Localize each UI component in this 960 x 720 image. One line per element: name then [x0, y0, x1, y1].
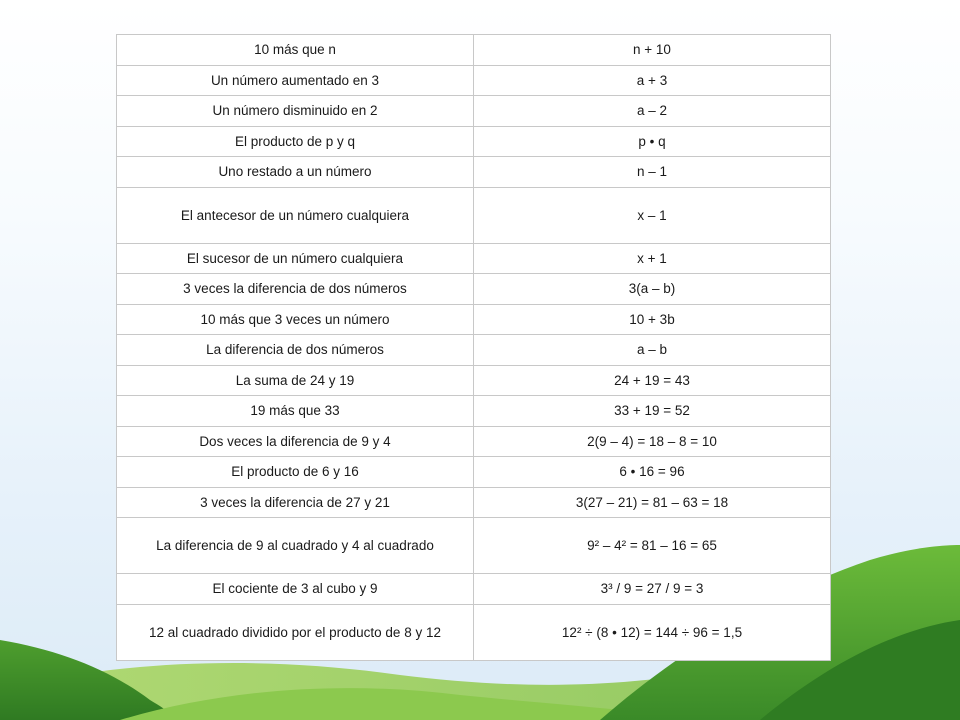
phrase-cell: El sucesor de un número cualquiera	[117, 243, 474, 274]
table-row	[117, 157, 831, 188]
phrase-cell: 10 más que 3 veces un número	[117, 304, 474, 335]
phrase-cell: La diferencia de dos números	[117, 335, 474, 366]
phrase-cell: El producto de p y q	[117, 126, 474, 157]
expression-cell: 24 + 19 = 43	[474, 365, 831, 396]
phrase-cell: Dos veces la diferencia de 9 y 4	[117, 426, 474, 457]
table-row	[117, 487, 831, 518]
expressions-table	[116, 34, 831, 661]
phrase-cell: Un número aumentado en 3	[117, 65, 474, 96]
phrase-cell: La suma de 24 y 19	[117, 365, 474, 396]
table-row	[117, 126, 831, 157]
table-row	[117, 65, 831, 96]
phrase-cell: 10 más que n	[117, 35, 474, 66]
table-row	[117, 365, 831, 396]
phrase-cell: 12 al cuadrado dividido por el producto de 8 y 12	[117, 604, 474, 660]
table-row	[117, 274, 831, 305]
table-row	[117, 396, 831, 427]
table-row	[117, 243, 831, 274]
expression-cell: n + 10	[474, 35, 831, 66]
phrase-cell: El producto de 6 y 16	[117, 457, 474, 488]
expression-cell: a – b	[474, 335, 831, 366]
expression-cell: 3(a – b)	[474, 274, 831, 305]
table-row	[117, 518, 831, 574]
phrase-cell: La diferencia de 9 al cuadrado y 4 al cuadrado	[117, 518, 474, 574]
expression-cell: a + 3	[474, 65, 831, 96]
table-row	[117, 604, 831, 660]
table-row	[117, 35, 831, 66]
table-row	[117, 574, 831, 605]
table-row	[117, 457, 831, 488]
table-body	[117, 35, 831, 661]
expressions-table-container	[116, 34, 830, 661]
expression-cell: 3³ / 9 = 27 / 9 = 3	[474, 574, 831, 605]
phrase-cell: 3 veces la diferencia de 27 y 21	[117, 487, 474, 518]
expression-cell: n – 1	[474, 157, 831, 188]
expression-cell: 12² ÷ (8 • 12) = 144 ÷ 96 = 1,5	[474, 604, 831, 660]
table-row	[117, 96, 831, 127]
expression-cell: 6 • 16 = 96	[474, 457, 831, 488]
phrase-cell: 19 más que 33	[117, 396, 474, 427]
table-row	[117, 426, 831, 457]
phrase-cell: Uno restado a un número	[117, 157, 474, 188]
expression-cell: 3(27 – 21) = 81 – 63 = 18	[474, 487, 831, 518]
table-row	[117, 304, 831, 335]
expression-cell: x + 1	[474, 243, 831, 274]
expression-cell: a – 2	[474, 96, 831, 127]
phrase-cell: El antecesor de un número cualquiera	[117, 187, 474, 243]
expression-cell: p • q	[474, 126, 831, 157]
phrase-cell: Un número disminuido en 2	[117, 96, 474, 127]
expression-cell: x – 1	[474, 187, 831, 243]
table-row	[117, 335, 831, 366]
expression-cell: 10 + 3b	[474, 304, 831, 335]
phrase-cell: El cociente de 3 al cubo y 9	[117, 574, 474, 605]
phrase-cell: 3 veces la diferencia de dos números	[117, 274, 474, 305]
expression-cell: 2(9 – 4) = 18 – 8 = 10	[474, 426, 831, 457]
table-row	[117, 187, 831, 243]
expression-cell: 9² – 4² = 81 – 16 = 65	[474, 518, 831, 574]
expression-cell: 33 + 19 = 52	[474, 396, 831, 427]
